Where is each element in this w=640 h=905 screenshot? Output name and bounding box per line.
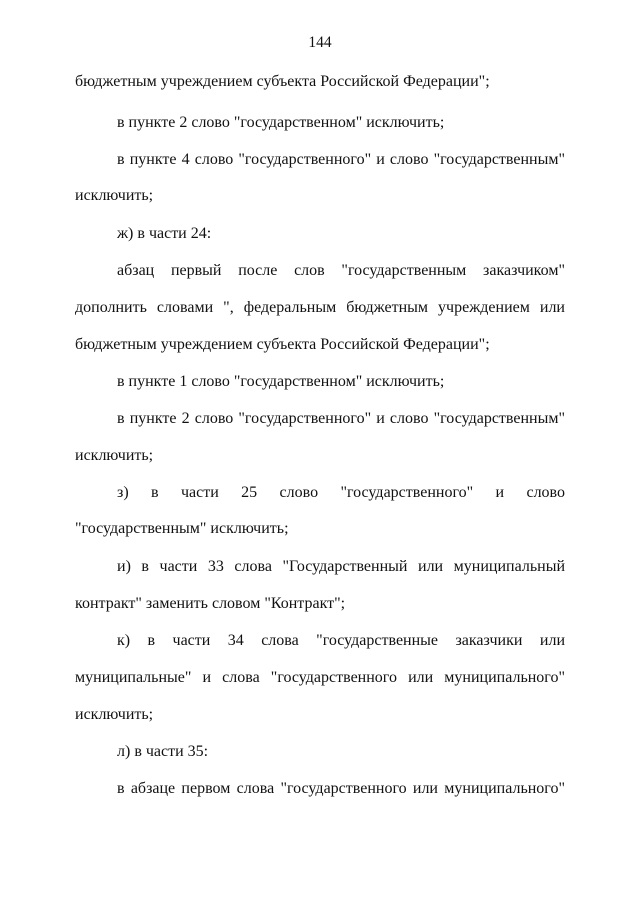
text-line: з) в части 25 слово "государственного" и слово: [117, 484, 565, 501]
text-line: исключить;: [75, 447, 154, 464]
text-line: ж) в части 24:: [117, 225, 212, 242]
text-line: и) в части 33 слова "Государственный или муниципальный: [117, 558, 565, 575]
page-number: 144: [308, 34, 332, 51]
text-line: дополнить словами ", федеральным бюджетным учреждением или: [75, 299, 565, 316]
text-line: абзац первый после слов "государственным заказчиком": [117, 262, 565, 279]
text-line: в пункте 2 слово "государственного" и слово "государственным": [117, 410, 565, 427]
text-line: исключить;: [75, 706, 154, 723]
text-line: в пункте 4 слово "государственного" и слово "государственным": [117, 151, 565, 168]
text-line: в пункте 2 слово "государственном" исключить;: [117, 114, 445, 131]
text-line: к) в части 34 слова "государственные заказчики или: [117, 632, 565, 649]
text-line: муниципальные" и слова "государственного или муниципального": [75, 669, 565, 686]
text-line: бюджетным учреждением субъекта Российской Федерации";: [75, 73, 490, 90]
text-line: бюджетным учреждением субъекта Российской Федерации";: [75, 336, 490, 353]
text-line: контракт" заменить словом "Контракт";: [75, 595, 346, 612]
text-line: в абзаце первом слова "государственного или муниципального": [117, 780, 565, 797]
text-line: л) в части 35:: [117, 743, 209, 760]
text-line: в пункте 1 слово "государственном" исключить;: [117, 373, 445, 390]
text-line: "государственным" исключить;: [75, 520, 289, 537]
text-line: исключить;: [75, 187, 154, 204]
